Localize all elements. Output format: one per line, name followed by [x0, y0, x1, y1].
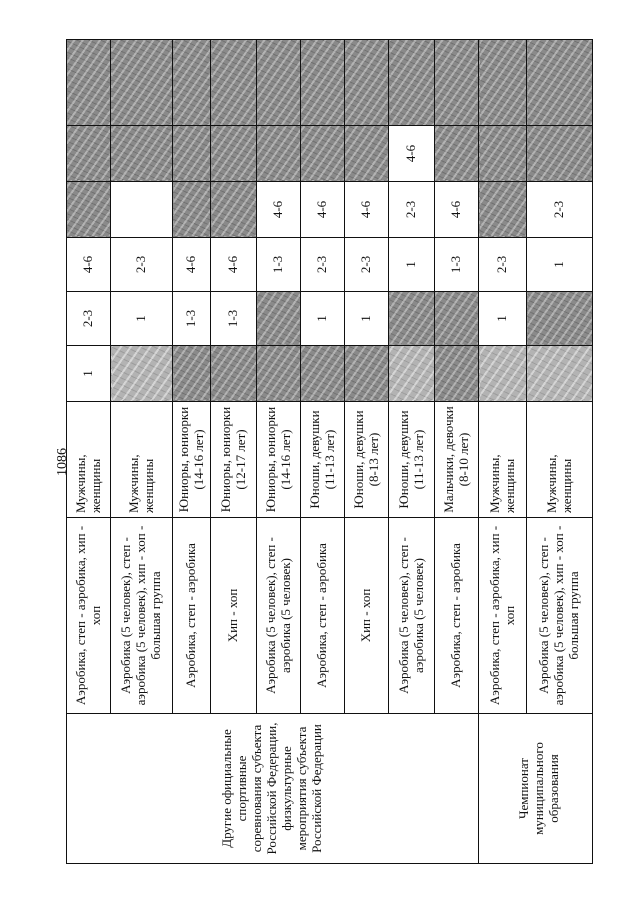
shaded-cell: [257, 126, 301, 182]
category-cell: Мужчины, женщины: [67, 402, 111, 518]
discipline-cell: Аэробика, степ - аэробика: [435, 518, 479, 714]
discipline-cell: Аэробика (5 человек), степ - аэробика (5 человек), хип - хоп - большая группа: [111, 518, 173, 714]
shaded-cell: [345, 40, 389, 126]
shaded-cell: [173, 40, 211, 126]
shaded-cell: [67, 182, 111, 238]
shaded-cell: [301, 126, 345, 182]
rank-cell: [111, 182, 173, 238]
shaded-cell: [527, 40, 593, 126]
shaded-cell: [111, 126, 173, 182]
category-cell: Юниоры, юниорки (14-16 лет): [257, 402, 301, 518]
shaded-cell: [435, 126, 479, 182]
shaded-cell: [301, 346, 345, 402]
shaded-cell: [301, 40, 345, 126]
rank-cell: 1: [479, 292, 527, 346]
shaded-cell: [345, 346, 389, 402]
shaded-cell: [479, 346, 527, 402]
category-cell: Мальчики, девочки (8-10 лет): [435, 402, 479, 518]
shaded-cell: [257, 40, 301, 126]
rank-cell: 4-6: [389, 126, 435, 182]
discipline-cell: Хип - хоп: [211, 518, 257, 714]
rank-cell: 1-3: [435, 238, 479, 292]
rank-cell: 4-6: [173, 238, 211, 292]
shaded-cell: [173, 346, 211, 402]
section-cell: Другие официальные спортивные соревнования субъекта Российской Федерации, физкультурные мероприятия субъекта Российской Федерации: [67, 714, 479, 864]
category-cell: Юноши, девушки (11-13 лет): [389, 402, 435, 518]
shaded-cell: [389, 292, 435, 346]
shaded-cell: [389, 346, 435, 402]
shaded-cell: [173, 126, 211, 182]
rank-cell: 2-3: [301, 238, 345, 292]
category-cell: Юноши, девушки (11-13 лет): [301, 402, 345, 518]
rank-cell: 1-3: [173, 292, 211, 346]
rank-cell: 2-3: [67, 292, 111, 346]
discipline-cell: Аэробика, степ - аэробика: [173, 518, 211, 714]
category-cell: Юниоры, юниорки (12-17 лет): [211, 402, 257, 518]
category-cell: Мужчины, женщины: [527, 402, 593, 518]
rotated-table-container: [66, 40, 586, 864]
rank-cell: 1: [301, 292, 345, 346]
rank-cell: 2-3: [389, 182, 435, 238]
table-row: [67, 40, 111, 864]
discipline-cell: Аэробика, степ - аэробика, хип - хоп: [67, 518, 111, 714]
rank-cell: 1: [389, 238, 435, 292]
rank-cell: 2-3: [527, 182, 593, 238]
discipline-cell: Аэробика (5 человек), степ - аэробика (5 человек), хип - хоп - большая группа: [527, 518, 593, 714]
shaded-cell: [67, 126, 111, 182]
shaded-cell: [257, 346, 301, 402]
shaded-cell: [527, 126, 593, 182]
discipline-cell: Аэробика, степ - аэробика, хип - хоп: [479, 518, 527, 714]
rank-cell: 4-6: [345, 182, 389, 238]
shaded-cell: [527, 292, 593, 346]
rank-cell: 1-3: [257, 238, 301, 292]
shaded-cell: [67, 40, 111, 126]
shaded-cell: [211, 182, 257, 238]
rank-cell: 4-6: [211, 238, 257, 292]
shaded-cell: [173, 182, 211, 238]
shaded-cell: [479, 40, 527, 126]
discipline-cell: Аэробика, степ - аэробика: [301, 518, 345, 714]
shaded-cell: [389, 40, 435, 126]
shaded-cell: [435, 40, 479, 126]
rank-cell: 1: [111, 292, 173, 346]
category-cell: Мужчины, женщины: [479, 402, 527, 518]
rank-cell: 4-6: [301, 182, 345, 238]
category-cell: Юноши, девушки (8-13 лет): [345, 402, 389, 518]
rank-cell: 1: [67, 346, 111, 402]
shaded-cell: [435, 292, 479, 346]
shaded-cell: [111, 40, 173, 126]
shaded-cell: [345, 126, 389, 182]
shaded-cell: [211, 126, 257, 182]
table-row: [479, 40, 527, 864]
discipline-cell: Хип - хоп: [345, 518, 389, 714]
rank-cell: 4-6: [67, 238, 111, 292]
shaded-cell: [435, 346, 479, 402]
section-cell: Чемпионат муниципального образования: [479, 714, 593, 864]
shaded-cell: [479, 182, 527, 238]
shaded-cell: [479, 126, 527, 182]
shaded-cell: [111, 346, 173, 402]
rank-cell: 4-6: [257, 182, 301, 238]
category-cell: Мужчины, женщины: [111, 402, 173, 518]
category-cell: Юниоры, юниорки (14-16 лет): [173, 402, 211, 518]
shaded-cell: [527, 346, 593, 402]
discipline-cell: Аэробика (5 человек), степ - аэробика (5 человек): [257, 518, 301, 714]
rank-cell: 4-6: [435, 182, 479, 238]
rank-cell: 1-3: [211, 292, 257, 346]
rank-cell: 2-3: [111, 238, 173, 292]
discipline-cell: Аэробика (5 человек), степ - аэробика (5 человек): [389, 518, 435, 714]
rank-cell: 1: [345, 292, 389, 346]
rank-cell: 1: [527, 238, 593, 292]
rank-cell: 2-3: [345, 238, 389, 292]
shaded-cell: [211, 40, 257, 126]
shaded-cell: [211, 346, 257, 402]
page-number: 1086: [55, 448, 70, 476]
rank-cell: 2-3: [479, 238, 527, 292]
shaded-cell: [257, 292, 301, 346]
ranking-table: [66, 39, 593, 864]
